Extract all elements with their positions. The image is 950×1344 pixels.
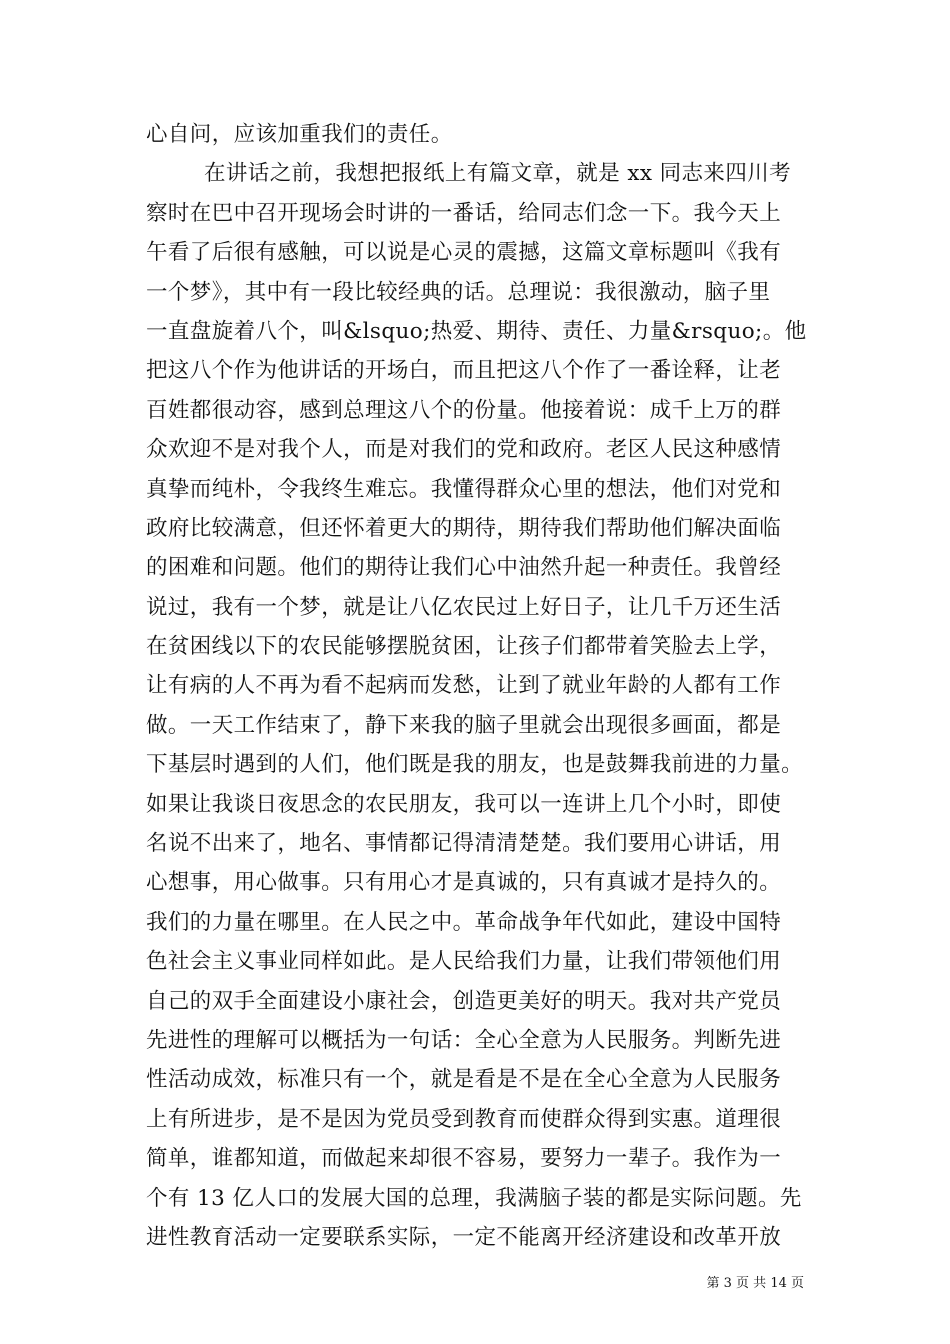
- text-line: 把这八个作为他讲话的开场白，而且把这八个作了一番诠释，让老: [146, 358, 782, 384]
- text-line: 名说不出来了，地名、事情都记得清清楚楚。我们要用心讲话，用: [146, 831, 782, 857]
- text-line: 心想事，用心做事。只有用心才是真诚的，只有真诚才是持久的。: [146, 870, 782, 896]
- text-line: 一直盘旋着八个，叫&lsquo;热爱、期待、责任、力量&rsquo;。他: [146, 318, 807, 344]
- paragraph-start-line: 在讲话之前，我想把报纸上有篇文章，就是 xx 同志来四川考: [204, 161, 792, 187]
- text-line: 心自问，应该加重我们的责任。: [146, 122, 453, 147]
- text-line: 下基层时遇到的人们，他们既是我的朋友，也是鼓舞我前进的力量。: [146, 752, 804, 778]
- text-line: 真挚而纯朴，令我终生难忘。我懂得群众心里的想法，他们对党和: [146, 476, 782, 502]
- text-line: 一个梦》，其中有一段比较经典的话。总理说：我很激动，脑子里: [146, 279, 771, 305]
- text-line: 简单，谁都知道，而做起来却很不容易，要努力一辈子。我作为一: [146, 1146, 782, 1172]
- text-line: 色社会主义事业同样如此。是人民给我们力量，让我们带领他们用: [146, 949, 782, 975]
- text-line: 先进性的理解可以概括为一句话：全心全意为人民服务。判断先进: [146, 1027, 782, 1053]
- page-number-footer: 第 3 页 共 14 页: [706, 1276, 804, 1291]
- body-text: [146, 115, 806, 1257]
- text-line: 的困难和问题。他们的期待让我们心中油然升起一种责任。我曾经: [146, 555, 782, 581]
- text-line: 自己的双手全面建设小康社会，创造更美好的明天。我对共产党员: [146, 988, 782, 1014]
- text-line: 察时在巴中召开现场会时讲的一番话，给同志们念一下。我今天上: [146, 200, 782, 226]
- text-line: 午看了后很有感触，可以说是心灵的震撼，这篇文章标题叫《我有: [146, 240, 782, 266]
- text-line: 个有 13 亿人口的发展大国的总理，我满脑子装的都是实际问题。先: [146, 1185, 802, 1211]
- text-line: 政府比较满意，但还怀着更大的期待，期待我们帮助他们解决面临: [146, 515, 782, 541]
- text-line: 百姓都很动容，感到总理这八个的份量。他接着说：成千上万的群: [146, 397, 782, 423]
- text-line: 性活动成效，标准只有一个，就是看是不是在全心全意为人民服务: [146, 1067, 782, 1093]
- text-line: 进性教育活动一定要联系实际，一定不能离开经济建设和改革开放: [146, 1224, 782, 1250]
- text-line: 如果让我谈日夜思念的农民朋友，我可以一连讲上几个小时，即使: [146, 791, 782, 817]
- text-line: 我们的力量在哪里。在人民之中。革命战争年代如此，建设中国特: [146, 909, 782, 935]
- text-line: 上有所进步，是不是因为党员受到教育而使群众得到实惠。道理很: [146, 1106, 782, 1132]
- text-line: 说过，我有一个梦，就是让八亿农民过上好日子，让几千万还生活: [146, 594, 782, 620]
- text-line: 众欢迎不是对我个人，而是对我们的党和政府。老区人民这种感情: [146, 437, 782, 463]
- text-line: 在贫困线以下的农民能够摆脱贫困，让孩子们都带着笑脸去上学，: [146, 634, 782, 660]
- text-line: 让有病的人不再为看不起病而发愁，让到了就业年龄的人都有工作: [146, 673, 782, 699]
- text-line: 做。一天工作结束了，静下来我的脑子里就会出现很多画面，都是: [146, 712, 782, 738]
